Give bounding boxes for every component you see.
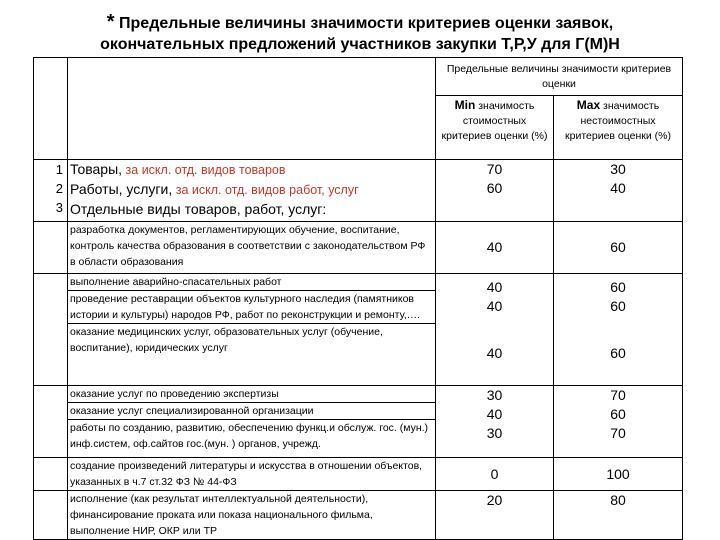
main-row-min: 70 60	[436, 160, 554, 222]
title-line-2: окончательных предложений участников закупки Т,Р,У для Г(М)Н	[100, 36, 620, 53]
group-4-min: 0	[436, 458, 554, 491]
max-header: Max значимость нестоимостных критериев оценки (%)	[554, 96, 683, 160]
main-row-special: Отдельные виды товаров, работ, услуг:	[70, 201, 327, 217]
group-1-min: 40	[436, 222, 554, 274]
group-5-min: 20	[436, 491, 554, 540]
activity-group-4: создание произведений литературы и искусства в отношении объектов, указанных в ч.7 ст.32 ФЗ № 44-ФЗ	[68, 458, 436, 491]
criteria-table	[33, 57, 683, 540]
group-3-max: 70 60 70	[554, 386, 683, 458]
group-2-max: 60 60 60	[554, 274, 683, 386]
main-row-works: Работы, услуги, за искл. отд. видов работ, услуг	[70, 181, 359, 197]
main-row-goods: Товары, за искл. отд. видов товаров	[70, 161, 286, 177]
page-title	[0, 12, 720, 55]
group-header: Предельные величины значимости критериев оценки	[436, 58, 683, 96]
title-asterisk: *	[106, 11, 115, 33]
group-5-max: 80	[554, 491, 683, 540]
activity-group-2: выполнение аварийно-спасательных работ проведение реставрации объектов культурного наследия (памятников истории и культуры) народов РФ, работ по реконструкции и ремонту,…. оказание медицинских услуг, образовательных услуг (обучение, воспитание), юридических услуг	[68, 274, 436, 386]
group-1-max: 60	[554, 222, 683, 274]
min-header: Min значимость стоимостных критериев оценки (%)	[436, 96, 554, 160]
main-row-max: 30 40	[554, 160, 683, 222]
main-row-numbers: 1 2 3	[34, 160, 68, 222]
group-3-min: 30 40 30	[436, 386, 554, 458]
activity-group-1: разработка документов, регламентирующих обучение, воспитание, контроль качества образования в соответствии с законодательством РФ в области образования	[68, 222, 436, 274]
activity-group-3: оказание услуг по проведению экспертизы оказание услуг специализированной организации работы по созданию, развитию, обеспечению функц.и обслуж. гос. (мун.) инф.систем, оф.сайтов гос.(мун. ) органов, учрежд.	[68, 386, 436, 458]
activity-group-5: исполнение (как результат интеллектуальной деятельности), финансирование проката или показа национального фильма, выполнение НИР, ОКР или ТР	[68, 491, 436, 540]
group-2-min: 40 40 40	[436, 274, 554, 386]
title-line-1: * Предельные величины значимости критериев оценки заявок,	[106, 11, 614, 33]
header-empty-no	[34, 58, 68, 160]
group-4-max: 100	[554, 458, 683, 491]
main-row-names	[68, 160, 436, 222]
header-empty-name	[68, 58, 436, 160]
